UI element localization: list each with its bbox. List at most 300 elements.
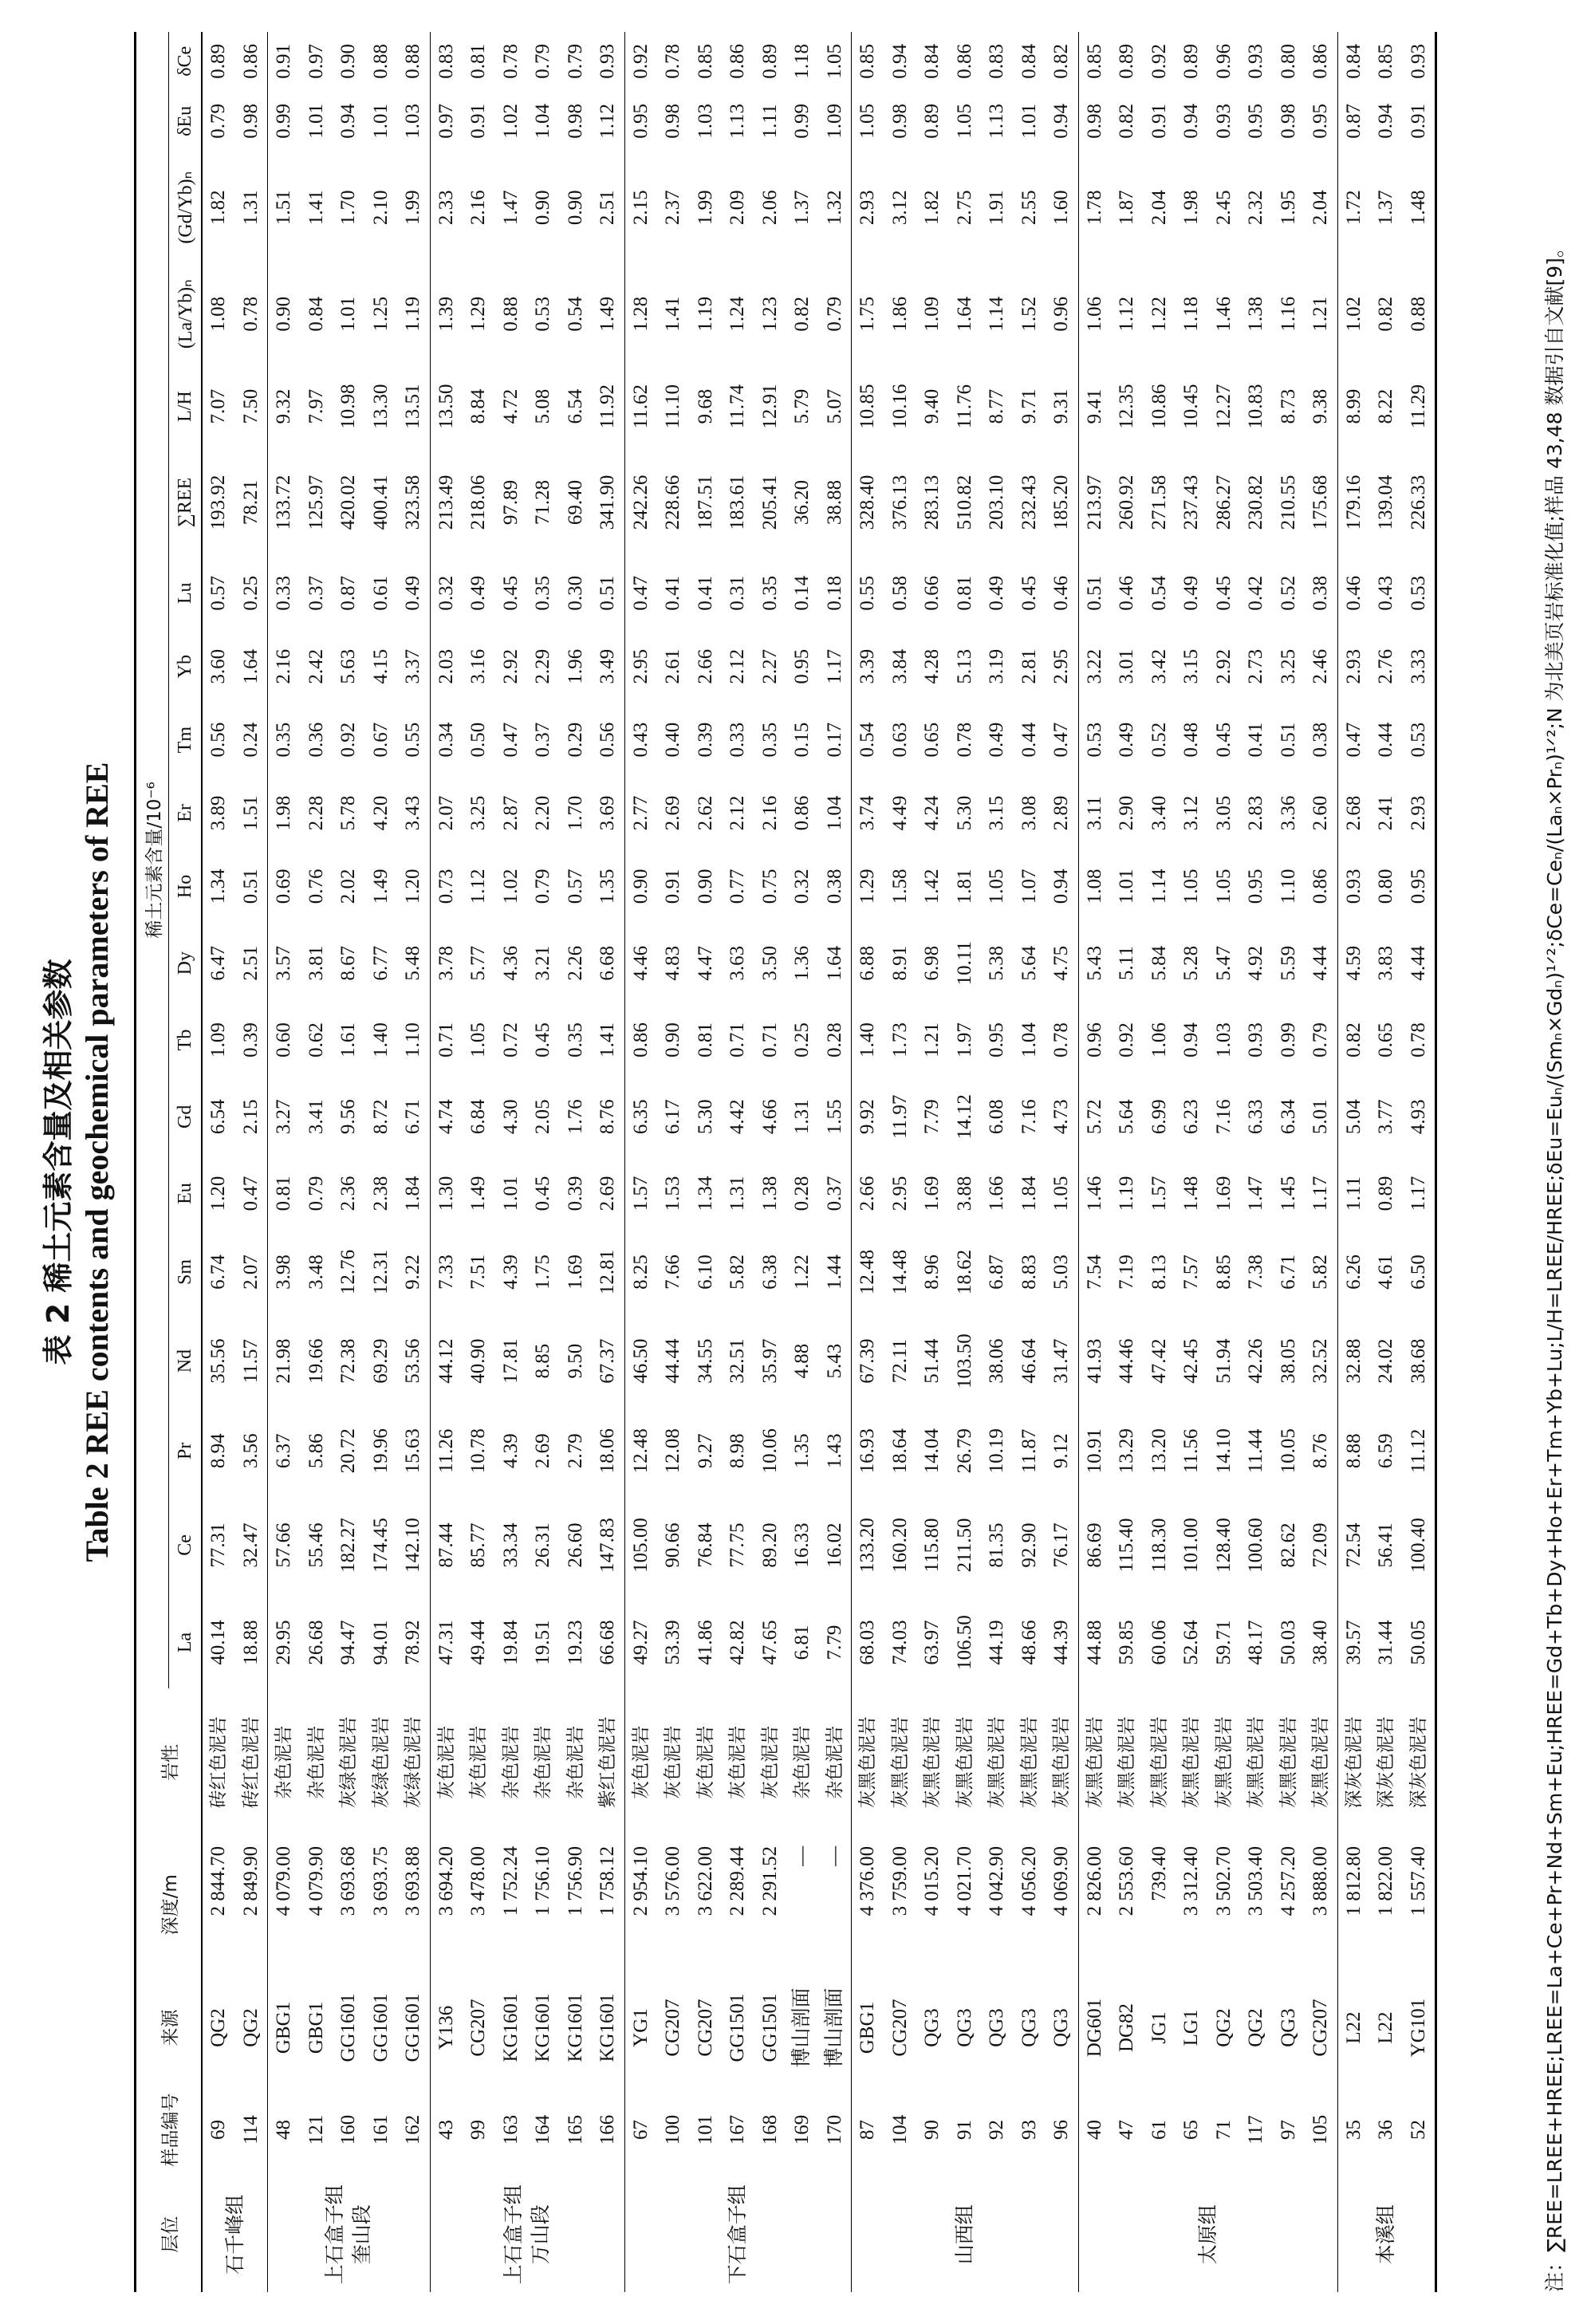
value-cell: 32.47: [239, 1522, 262, 1568]
value-cell: 0.85: [1375, 43, 1396, 79]
value-cell: 46.64: [1018, 1338, 1040, 1384]
value-cell: 1.37: [791, 190, 813, 226]
value-cell: 1.49: [369, 869, 392, 904]
value-cell: 420.02: [337, 475, 359, 530]
value-cell: 47.42: [1148, 1338, 1170, 1384]
value-cell: 0.35: [532, 575, 553, 611]
value-cell: 46.50: [629, 1338, 652, 1384]
value-cell: 7.07: [207, 388, 229, 424]
value-cell: 0.86: [1309, 869, 1331, 904]
value-cell: 5.48: [402, 945, 423, 981]
value-cell: 11.44: [1245, 1428, 1266, 1473]
value-cell: 44.12: [435, 1338, 457, 1384]
table-row: [463, 32, 495, 2292]
value-cell: 3.78: [435, 945, 457, 981]
depth-cell: 4 257.20: [1277, 1845, 1299, 1916]
header-param-1: L/H: [174, 391, 195, 422]
value-cell: 0.88: [402, 43, 423, 79]
sample-id-cell: 105: [1309, 2114, 1331, 2145]
value-cell: 0.37: [532, 722, 553, 758]
value-cell: 187.51: [694, 475, 716, 530]
value-cell: 6.71: [1277, 1255, 1299, 1290]
value-cell: 7.66: [662, 1255, 683, 1290]
value-cell: 1.75: [857, 296, 878, 332]
depth-cell: 3 622.00: [694, 1845, 716, 1916]
source-cell: QG2: [239, 2008, 262, 2047]
value-cell: 0.25: [791, 1022, 813, 1058]
value-cell: 32.52: [1309, 1338, 1331, 1384]
value-cell: 13.20: [1148, 1428, 1170, 1474]
value-cell: 0.24: [239, 722, 262, 758]
value-cell: 0.89: [1180, 43, 1202, 79]
source-cell: GBG1: [857, 2001, 878, 2054]
depth-cell: 3 312.40: [1180, 1845, 1202, 1916]
value-cell: 1.36: [791, 945, 813, 981]
depth-cell: 1 756.10: [532, 1845, 553, 1916]
value-cell: 0.60: [273, 1022, 294, 1058]
value-cell: 182.27: [337, 1518, 359, 1573]
value-cell: 0.94: [1180, 104, 1202, 139]
value-cell: 2.32: [1245, 190, 1266, 226]
value-cell: 1.47: [499, 190, 522, 226]
value-cell: 26.79: [953, 1428, 975, 1474]
lithology-cell: 灰色泥岩: [468, 1725, 489, 1799]
value-cell: 1.84: [1018, 1176, 1040, 1211]
value-cell: 133.20: [857, 1518, 878, 1573]
value-cell: 510.82: [953, 475, 975, 530]
value-cell: 0.31: [727, 575, 748, 611]
value-cell: 81.35: [986, 1522, 1007, 1568]
header-element-sm: Sm: [174, 1259, 195, 1286]
header-element-ce: Ce: [174, 1534, 195, 1556]
value-cell: 1.51: [239, 795, 262, 831]
value-cell: 2.61: [662, 648, 683, 684]
value-cell: 1.05: [986, 869, 1007, 904]
value-cell: 0.39: [239, 1022, 262, 1058]
value-cell: 1.35: [597, 869, 618, 904]
sample-id-cell: 100: [662, 2114, 683, 2145]
value-cell: 1.64: [823, 945, 845, 981]
table-row: [1144, 32, 1176, 2292]
sample-id-cell: 170: [823, 2114, 845, 2145]
value-cell: 5.82: [1309, 1255, 1331, 1290]
value-cell: 0.91: [662, 869, 683, 904]
value-cell: 72.09: [1309, 1522, 1331, 1568]
value-cell: 6.68: [597, 945, 618, 981]
value-cell: 71.28: [532, 479, 553, 526]
lithology-cell: 深灰色泥岩: [1376, 1716, 1396, 1809]
value-cell: 2.79: [564, 1433, 586, 1469]
value-cell: 85.77: [467, 1522, 489, 1568]
value-cell: 1.10: [402, 1022, 423, 1058]
value-cell: 0.78: [1050, 1022, 1072, 1058]
lithology-cell: 灰绿色泥岩: [338, 1716, 359, 1809]
sample-id-cell: 121: [305, 2114, 327, 2145]
value-cell: 3.27: [273, 1099, 294, 1135]
value-cell: 115.80: [921, 1518, 943, 1573]
value-cell: 1.99: [694, 190, 716, 226]
value-cell: 4.49: [888, 795, 911, 831]
value-cell: 3.89: [207, 795, 229, 831]
value-cell: 86.69: [1083, 1522, 1105, 1568]
value-cell: 1.09: [207, 1022, 229, 1058]
value-cell: 4.46: [629, 945, 652, 981]
value-cell: 1.76: [564, 1099, 586, 1135]
value-cell: 0.29: [564, 722, 586, 758]
value-cell: 1.23: [758, 296, 781, 332]
value-cell: 0.35: [758, 722, 781, 758]
value-cell: 1.14: [986, 296, 1007, 332]
value-cell: 2.07: [435, 795, 457, 831]
value-cell: 0.51: [239, 869, 262, 904]
layer-cell: 太原组: [1195, 2204, 1219, 2265]
source-cell: GG1501: [758, 1993, 781, 2062]
value-cell: 0.79: [532, 43, 553, 79]
value-cell: 0.85: [857, 43, 878, 79]
value-cell: 1.64: [953, 296, 975, 332]
value-cell: 7.79: [921, 1099, 943, 1135]
value-cell: 53.56: [402, 1338, 423, 1384]
value-cell: 14.48: [888, 1249, 911, 1295]
value-cell: 1.49: [467, 1176, 489, 1211]
sample-id-cell: 99: [467, 2120, 489, 2140]
source-cell: CG207: [662, 1999, 683, 2057]
value-cell: 59.71: [1212, 1620, 1235, 1665]
layer-group: [202, 32, 268, 2292]
header-element-gd: Gd: [174, 1105, 195, 1129]
value-cell: 38.68: [1407, 1338, 1429, 1384]
depth-cell: 3 694.20: [435, 1845, 457, 1916]
value-cell: 0.79: [1309, 1022, 1331, 1058]
source-cell: YG1: [629, 2008, 652, 2047]
value-cell: 4.59: [1342, 945, 1365, 981]
header-layer: 层位: [160, 2216, 181, 2253]
depth-cell: 2 289.44: [727, 1845, 748, 1916]
value-cell: 283.13: [921, 475, 943, 530]
value-cell: 0.49: [1180, 575, 1202, 611]
header-param-5: δCe: [174, 45, 195, 77]
value-cell: 56.41: [1375, 1522, 1396, 1568]
value-cell: 6.33: [1245, 1099, 1266, 1135]
source-cell: GG1501: [727, 1993, 748, 2062]
value-cell: 6.71: [402, 1099, 423, 1135]
value-cell: 19.66: [305, 1338, 327, 1384]
value-cell: 49.27: [629, 1620, 652, 1665]
value-cell: 10.83: [1245, 384, 1266, 429]
value-cell: 0.58: [888, 575, 911, 611]
value-cell: 1.02: [499, 869, 522, 904]
value-cell: 218.06: [467, 475, 489, 530]
value-cell: 36.20: [791, 479, 813, 526]
value-cell: 0.51: [1277, 722, 1299, 758]
value-cell: 125.97: [305, 475, 327, 530]
value-cell: 3.41: [305, 1099, 327, 1135]
value-cell: 0.52: [1148, 722, 1170, 758]
value-cell: 18.64: [888, 1428, 911, 1474]
value-cell: 2.69: [662, 795, 683, 831]
value-cell: 42.82: [727, 1620, 748, 1665]
value-cell: 2.28: [305, 795, 327, 831]
value-cell: 0.49: [402, 575, 423, 611]
value-cell: 0.87: [337, 575, 359, 611]
value-cell: 10.06: [758, 1428, 781, 1474]
lithology-cell: 灰黑色泥岩: [857, 1716, 878, 1809]
value-cell: 1.40: [369, 1022, 392, 1058]
value-cell: 14.04: [921, 1428, 943, 1474]
value-cell: 41.93: [1083, 1338, 1105, 1384]
value-cell: 0.90: [662, 1022, 683, 1058]
value-cell: 3.21: [532, 945, 553, 981]
value-cell: 1.04: [1018, 1022, 1040, 1058]
value-cell: 40.90: [467, 1338, 489, 1384]
value-cell: 2.77: [629, 795, 652, 831]
value-cell: 100.60: [1245, 1518, 1266, 1573]
value-cell: 9.40: [921, 388, 943, 424]
value-cell: 5.86: [305, 1433, 327, 1469]
value-cell: 0.51: [1083, 575, 1105, 611]
value-cell: 3.81: [305, 945, 327, 981]
value-cell: 0.91: [467, 104, 489, 139]
value-cell: 1.69: [921, 1176, 943, 1211]
header-element-er: Er: [174, 804, 195, 822]
value-cell: 18.88: [239, 1620, 262, 1665]
lithology-cell: 灰色泥岩: [663, 1725, 683, 1799]
value-cell: 1.06: [1148, 1022, 1170, 1058]
value-cell: 2.51: [597, 190, 618, 226]
header-source: 来源: [160, 2009, 181, 2046]
table-row: [1046, 32, 1078, 2292]
depth-cell: 1 557.40: [1407, 1845, 1429, 1916]
depth-cell: 1 758.12: [597, 1845, 618, 1916]
table-row: [949, 32, 982, 2292]
value-cell: 133.72: [273, 475, 294, 530]
depth-cell: 4 042.90: [986, 1845, 1007, 1916]
header-element-pr: Pr: [174, 1442, 195, 1459]
lithology-cell: 深灰色泥岩: [1408, 1716, 1429, 1809]
value-cell: 1.46: [1083, 1176, 1105, 1211]
value-cell: 2.93: [857, 190, 878, 226]
value-cell: 14.12: [953, 1094, 975, 1140]
value-cell: 6.38: [758, 1255, 781, 1290]
value-cell: 7.16: [1212, 1099, 1235, 1135]
value-cell: 72.38: [337, 1338, 359, 1384]
value-cell: 5.47: [1212, 945, 1235, 981]
value-cell: 1.82: [921, 190, 943, 226]
value-cell: 0.28: [823, 1022, 845, 1058]
table-row: [1370, 32, 1403, 2292]
value-cell: 1.07: [1018, 869, 1040, 904]
depth-cell: 2 826.00: [1083, 1845, 1105, 1916]
value-cell: 0.78: [1407, 1022, 1429, 1058]
value-cell: 1.04: [823, 795, 845, 831]
value-cell: 1.64: [239, 648, 262, 684]
value-cell: 0.84: [921, 43, 943, 79]
value-cell: 1.41: [662, 296, 683, 332]
value-cell: 2.68: [1342, 795, 1365, 831]
value-cell: 0.67: [369, 722, 392, 758]
value-cell: 0.47: [239, 1176, 262, 1211]
value-cell: 5.77: [467, 945, 489, 981]
value-cell: 11.26: [435, 1428, 457, 1473]
value-cell: 1.98: [1180, 190, 1202, 226]
value-cell: 213.97: [1083, 475, 1105, 530]
value-cell: 0.65: [1375, 1022, 1396, 1058]
table-row: [430, 32, 463, 2292]
value-cell: 1.10: [1277, 869, 1299, 904]
layer-group: [268, 32, 431, 2292]
value-cell: 0.37: [823, 1176, 845, 1211]
value-cell: 1.78: [1083, 190, 1105, 226]
value-cell: 1.13: [986, 104, 1007, 139]
value-cell: 15.63: [402, 1428, 423, 1474]
lithology-cell: 灰绿色泥岩: [370, 1716, 392, 1809]
value-cell: 6.59: [1375, 1433, 1396, 1469]
value-cell: 0.94: [888, 43, 911, 79]
table-row: [657, 32, 690, 2292]
source-cell: KG1601: [564, 1993, 586, 2062]
lithology-cell: 灰黑色泥岩: [954, 1716, 975, 1809]
value-cell: 78.21: [239, 479, 262, 526]
value-cell: 0.91: [273, 43, 294, 79]
value-cell: 3.88: [953, 1176, 975, 1211]
value-cell: 1.48: [1180, 1176, 1202, 1211]
value-cell: 1.16: [1277, 296, 1299, 332]
source-cell: CG207: [888, 1999, 911, 2057]
value-cell: 0.83: [435, 43, 457, 79]
value-cell: 6.34: [1277, 1099, 1299, 1135]
value-cell: 3.08: [1018, 795, 1040, 831]
table-row: [560, 32, 593, 2292]
value-cell: 0.38: [1309, 575, 1331, 611]
value-cell: 0.44: [1375, 722, 1396, 758]
value-cell: 0.45: [532, 1176, 553, 1211]
value-cell: 1.19: [694, 296, 716, 332]
sample-id-cell: 69: [207, 2120, 229, 2140]
header-sample-id: 样品编号: [160, 2093, 181, 2167]
value-cell: 1.44: [823, 1255, 845, 1290]
value-cell: 1.42: [921, 869, 943, 904]
value-cell: 0.43: [1375, 575, 1396, 611]
value-cell: 34.55: [694, 1338, 716, 1384]
table-row: [624, 32, 657, 2292]
value-cell: 1.24: [727, 296, 748, 332]
value-cell: 6.84: [467, 1099, 489, 1135]
source-cell: GBG1: [305, 2001, 327, 2054]
sample-id-cell: 93: [1018, 2120, 1040, 2140]
value-cell: 39.57: [1342, 1620, 1365, 1665]
value-cell: 3.50: [758, 945, 781, 981]
value-cell: 8.91: [888, 945, 911, 981]
value-cell: 4.28: [921, 648, 943, 684]
value-cell: 1.40: [857, 1022, 878, 1058]
value-cell: 48.17: [1245, 1620, 1266, 1665]
value-cell: 3.74: [857, 795, 878, 831]
layer-group: [430, 32, 624, 2292]
sample-id-cell: 52: [1407, 2120, 1429, 2140]
value-cell: 3.16: [467, 648, 489, 684]
sample-id-cell: 161: [369, 2114, 392, 2145]
value-cell: 1.22: [1148, 296, 1170, 332]
value-cell: 6.74: [207, 1255, 229, 1290]
source-cell: GG1601: [402, 1993, 423, 2062]
value-cell: 0.99: [1277, 1022, 1299, 1058]
value-cell: 0.46: [1116, 575, 1137, 611]
value-cell: 0.53: [532, 296, 553, 332]
value-cell: 2.62: [694, 795, 716, 831]
lithology-cell: 紫红色泥岩: [597, 1716, 618, 1809]
layer-group: [624, 32, 852, 2292]
value-cell: 2.92: [1212, 648, 1235, 684]
value-cell: 2.75: [953, 190, 975, 226]
value-cell: 2.81: [1018, 648, 1040, 684]
value-cell: 1.19: [1116, 1176, 1137, 1211]
table-row: [754, 32, 787, 2292]
value-cell: 5.28: [1180, 945, 1202, 981]
depth-cell: 1 812.80: [1342, 1845, 1365, 1916]
value-cell: 210.55: [1277, 475, 1299, 530]
value-cell: 5.43: [823, 1343, 845, 1379]
value-cell: 2.95: [1050, 648, 1072, 684]
value-cell: 8.67: [337, 945, 359, 981]
value-cell: 7.51: [467, 1255, 489, 1290]
value-cell: 1.96: [564, 648, 586, 684]
value-cell: 12.31: [369, 1249, 392, 1295]
value-cell: 8.84: [467, 388, 489, 424]
value-cell: 0.86: [629, 1022, 652, 1058]
value-cell: 1.12: [1116, 296, 1137, 332]
value-cell: 5.64: [1018, 945, 1040, 981]
value-cell: 0.48: [1180, 722, 1202, 758]
value-cell: 11.57: [239, 1338, 262, 1384]
value-cell: 1.97: [953, 1022, 975, 1058]
value-cell: 10.11: [953, 941, 975, 986]
value-cell: 0.52: [1277, 575, 1299, 611]
depth-cell: 3 502.70: [1212, 1845, 1235, 1916]
value-cell: 1.38: [758, 1176, 781, 1211]
value-cell: 11.97: [888, 1094, 911, 1139]
source-cell: QG3: [1050, 2008, 1072, 2047]
value-cell: 0.79: [823, 296, 845, 332]
value-cell: 1.84: [402, 1176, 423, 1211]
value-cell: 0.79: [207, 104, 229, 139]
depth-cell: 4 021.70: [953, 1845, 975, 1916]
value-cell: 0.95: [791, 648, 813, 684]
value-cell: 0.49: [467, 575, 489, 611]
value-cell: 11.92: [597, 384, 618, 429]
value-cell: 11.29: [1407, 384, 1429, 429]
value-cell: 0.35: [273, 722, 294, 758]
value-cell: 1.01: [337, 296, 359, 332]
value-cell: 42.26: [1245, 1338, 1266, 1384]
value-cell: 0.86: [791, 795, 813, 831]
value-cell: 12.08: [662, 1428, 683, 1474]
value-cell: 0.90: [273, 296, 294, 332]
value-cell: 67.37: [597, 1338, 618, 1384]
value-cell: 32.51: [727, 1338, 748, 1384]
value-cell: 0.90: [337, 43, 359, 79]
value-cell: 3.84: [888, 648, 911, 684]
value-cell: 5.38: [986, 945, 1007, 981]
table-title-en: Table 2 REE contents and geochemical parameters of REE: [79, 762, 115, 1562]
value-cell: 0.33: [273, 575, 294, 611]
value-cell: 1.29: [467, 296, 489, 332]
source-cell: DG601: [1083, 1998, 1105, 2058]
table-row: [1273, 32, 1305, 2292]
layer-cell: 下石盒子组: [726, 2184, 750, 2285]
value-cell: 4.39: [499, 1255, 522, 1290]
value-cell: 3.98: [273, 1255, 294, 1290]
value-cell: 67.39: [857, 1338, 878, 1384]
